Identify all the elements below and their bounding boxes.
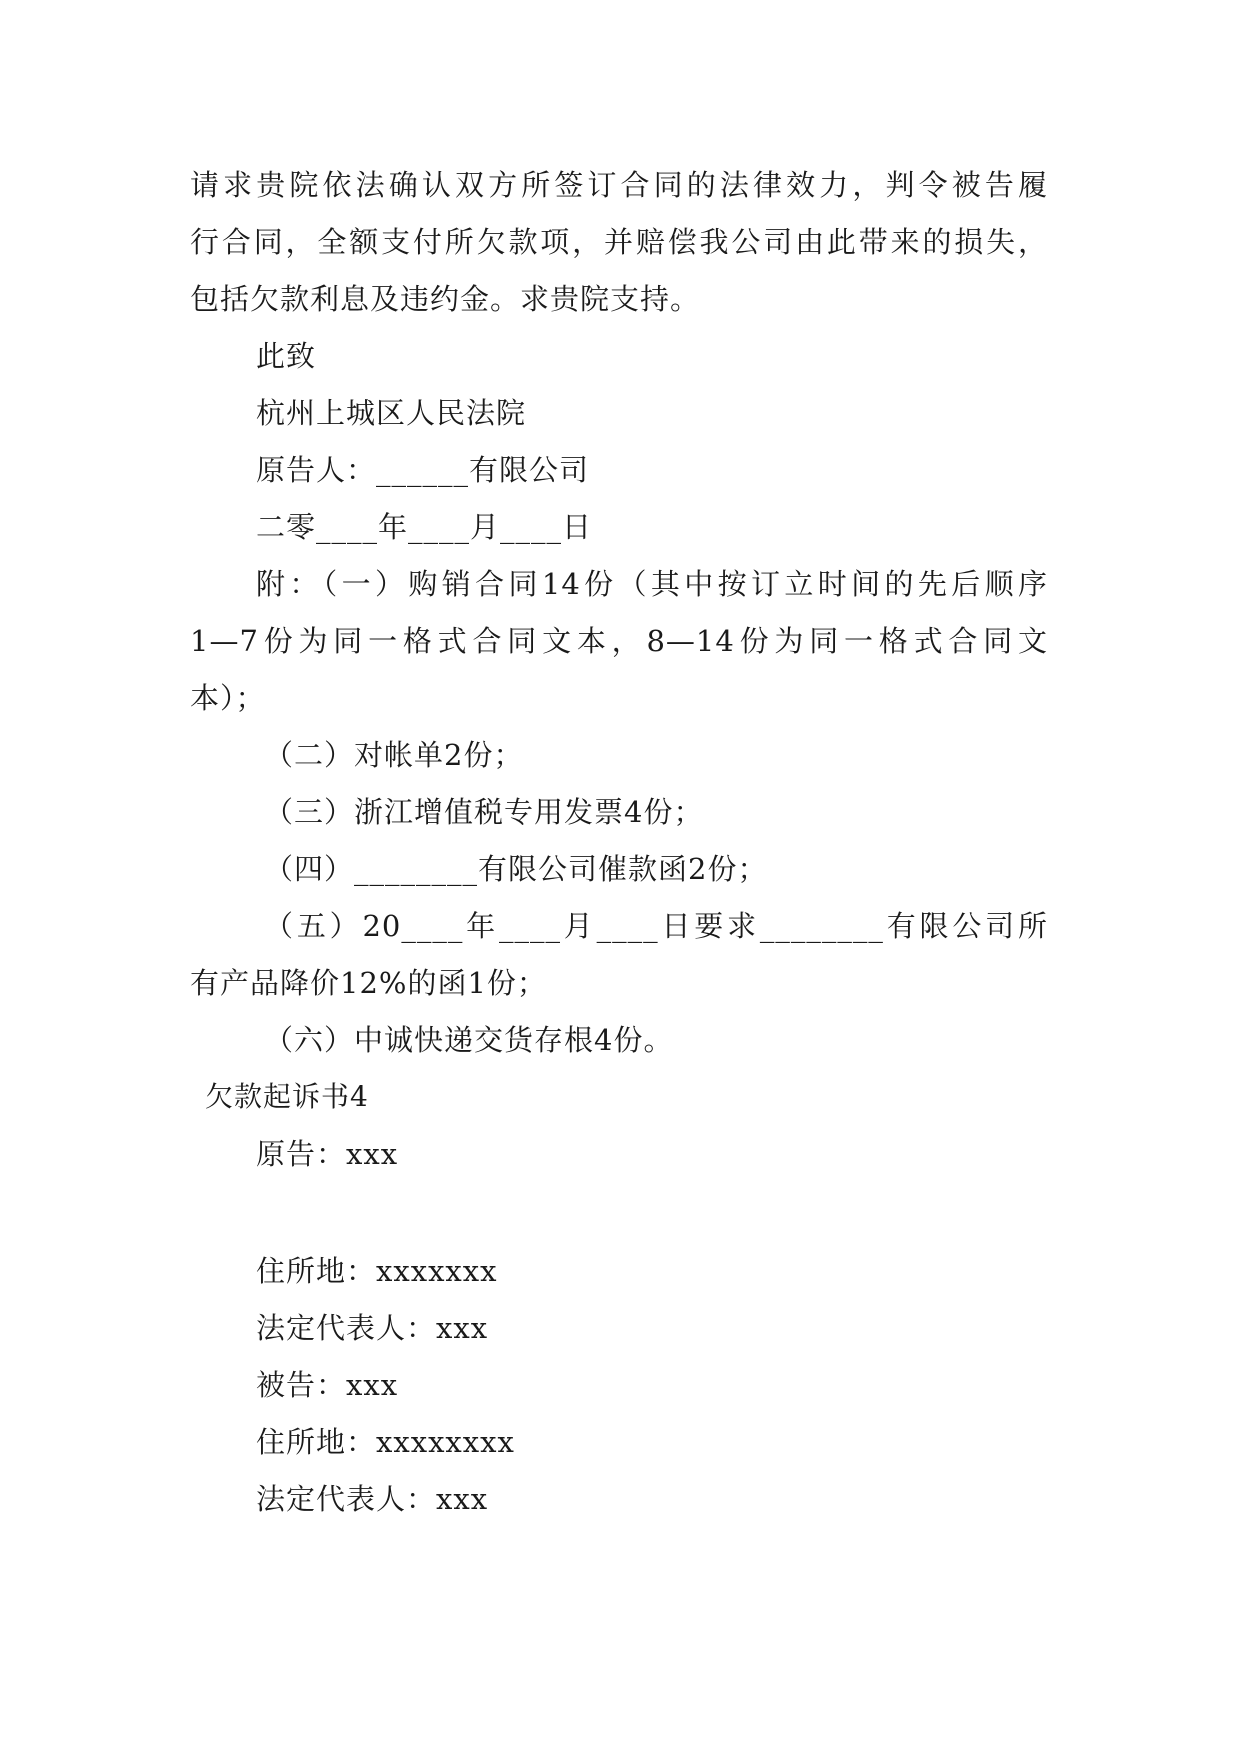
plaintiff-name: 原告：xxx xyxy=(256,1137,399,1171)
section-heading: 欠款起诉书4 xyxy=(205,1080,369,1113)
attachment-line: 1—7份为同一格式合同文本，8—14份为同一格式合同文 xyxy=(190,624,1048,658)
plaintiff-representative: 法定代表人：xxx xyxy=(256,1311,489,1345)
attachment-item: （三）浙江增值税专用发票4份； xyxy=(264,795,704,829)
salutation: 此致 xyxy=(256,339,317,373)
attachment-item: （二）对帐单2份； xyxy=(264,738,524,772)
attachment-line: 本）； xyxy=(190,681,266,715)
paragraph-line: 行合同，全额支付所欠款项，并赔偿我公司由此带来的损失， xyxy=(190,225,1048,259)
court-name: 杭州上城区人民法院 xyxy=(256,396,527,430)
attachment-item: （四）________有限公司催款函2份； xyxy=(264,852,768,886)
attachment-item: （六）中诚快递交货存根4份。 xyxy=(264,1023,674,1057)
paragraph-line: 包括欠款利息及违约金。求贵院支持。 xyxy=(190,282,701,316)
defendant-name: 被告：xxx xyxy=(256,1368,399,1402)
paragraph-line: 请求贵院依法确认双方所签订合同的法律效力，判令被告履 xyxy=(190,168,1048,202)
defendant-representative: 法定代表人：xxx xyxy=(256,1482,489,1516)
attachment-line: 附：（一）购销合同14份（其中按订立时间的先后顺序 xyxy=(256,567,1048,601)
attachment-item: （五）20____年____月____日要求________有限公司所 xyxy=(264,909,1048,943)
date-line: 二零____年____月____日 xyxy=(256,510,593,544)
attachment-item: 有产品降价12%的函1份； xyxy=(190,966,547,1000)
plaintiff-address: 住所地：xxxxxxx xyxy=(256,1254,498,1288)
plaintiff-signature: 原告人：______有限公司 xyxy=(256,453,590,487)
defendant-address: 住所地：xxxxxxxx xyxy=(256,1425,515,1459)
